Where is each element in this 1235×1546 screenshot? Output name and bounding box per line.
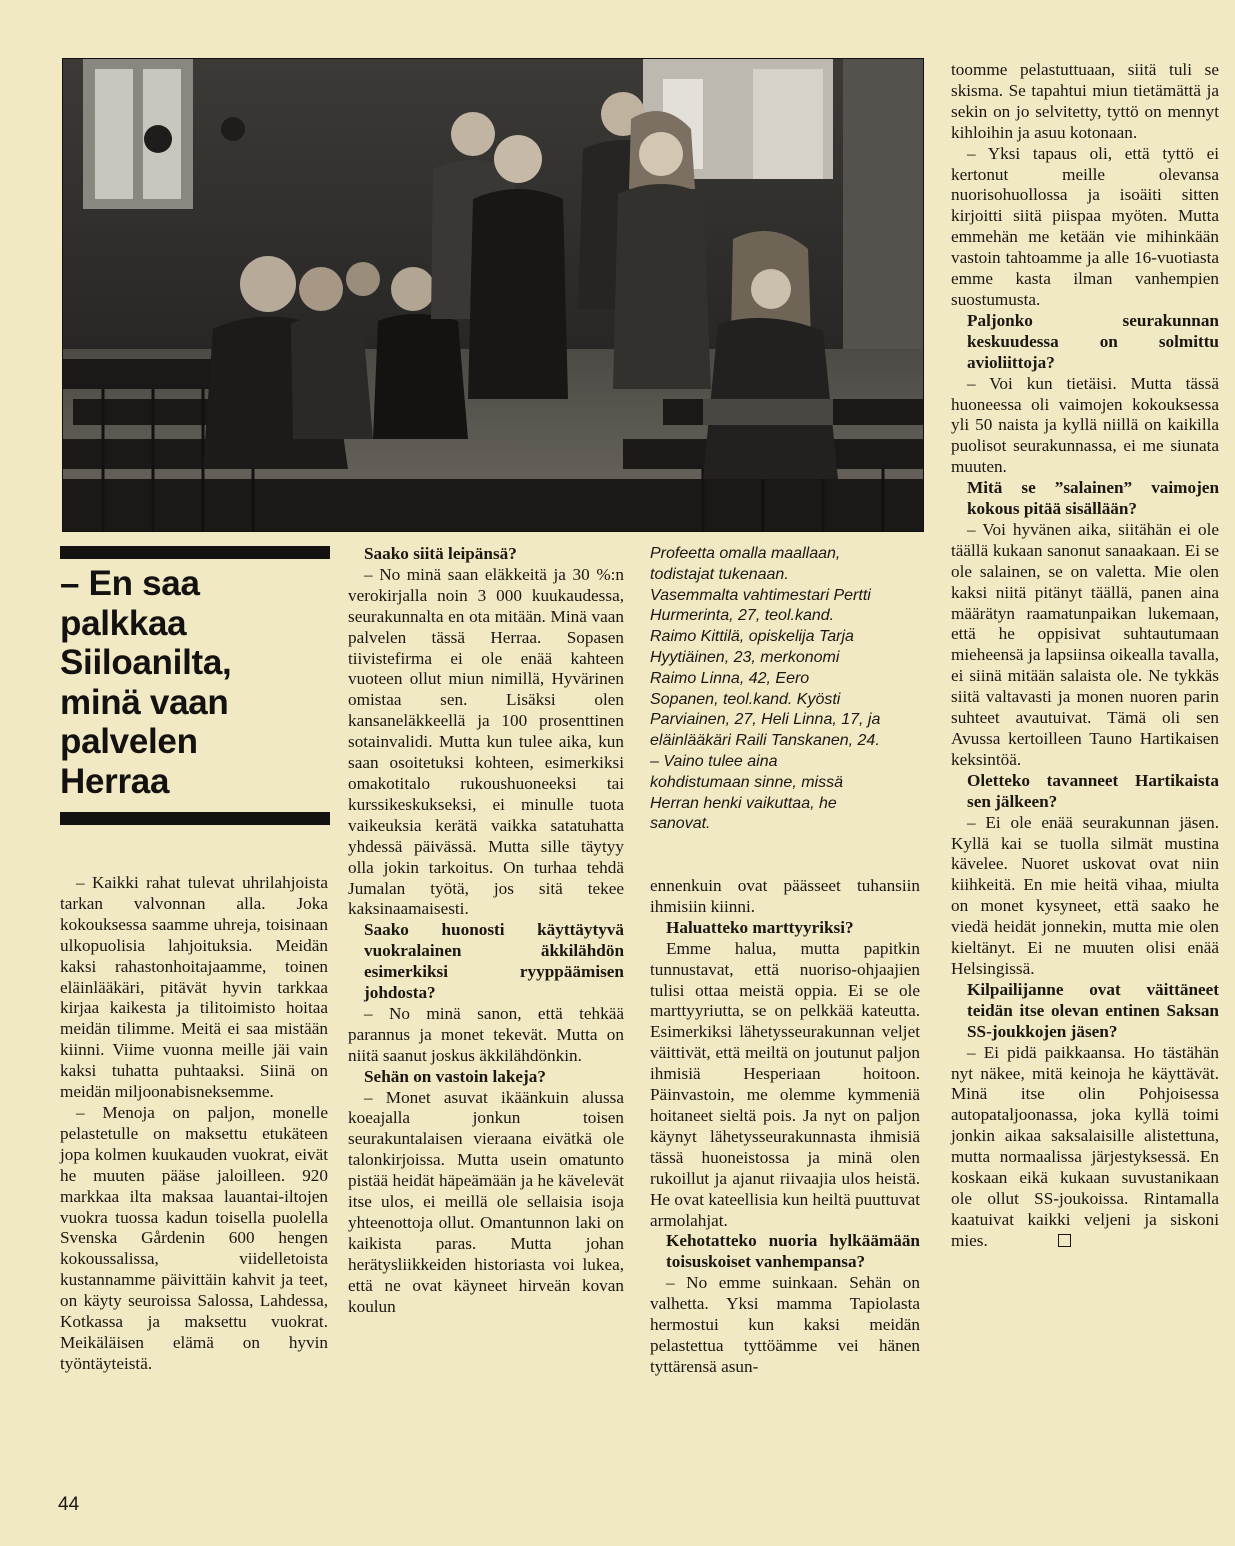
question-heading: Paljonko seurakunnan keskuudessa on solmittu avioliittoja?	[967, 310, 1219, 372]
paragraph: toomme pelastuttuaan, siitä tuli se skisma. Se tapahtui miun tietämättä ja sekin on jo selvitetty, tyttö on mennyt kihloihin ja asuu kotonaan.	[951, 60, 1219, 142]
paragraph: – Voi kun tietäisi. Mutta tässä huoneessa oli vaimojen kokouksessa yli 50 naista ja kyllä niillä on kaikilla puolisot seurakunnassa, ei me siunata muuten.	[951, 373, 1219, 477]
headline-bottom-rule	[60, 812, 330, 825]
paragraph-text: – Ei pidä paikkaansa. Ho tästähän nyt näkee, mitä keinoja he käyttävät. Minä itse olin Pohjoisessa autopataljoonassa, joka kyllä toimi jonkin aikaa saksalaisille alistettuna, mutta normaalissa järjestyksessä. En koskaan eikä kukaan suvustanikaan ole ollut SS-joukoissa. Rintamalla kaatuivat kaikki veljeni ja siskoni mies.	[951, 1042, 1219, 1250]
caption-line: Sopanen, teol.kand. Kyösti	[650, 690, 841, 708]
photo-caption	[650, 544, 920, 835]
group-photo	[62, 58, 924, 532]
article-column-3	[650, 876, 920, 1378]
caption-line: Hyytiäinen, 23, merkonomi	[650, 648, 840, 666]
question-heading: Kehotatteko nuoria hylkäämään toisuskoiset vanhempansa?	[666, 1231, 920, 1272]
caption-line: kohdistumaan sinne, missä	[650, 773, 843, 791]
article-column-1	[60, 873, 328, 1375]
question-heading: Kilpailijanne ovat väittäneet teidän itse olevan entinen Saksan SS-joukkojen jäsen?	[967, 979, 1219, 1041]
caption-line: Profeetta omalla maallaan,	[650, 545, 841, 562]
caption-line: Vasemmalta vahtimestari Pertti	[650, 586, 871, 604]
paragraph: – Menoja on paljon, monelle pelastetulle on maksettu etukäteen jopa kolmen kuukauden vuokrat, eivät he muuten pääse jaloilleen. 920 markkaa ilta maksaa lauantai-iltojen vuokra tuossa kadun toisella puolella Svenska Gårdenin 600 hengen kokoussalissa, viidelletoista kustannamme päivittäin kahvit ja teet, on käyty seuroissa Salossa, Lahdessa, Kotkassa ja maksettu vuokrat. Meikäläisen elämä on hyvin työntäyteistä.	[60, 1102, 328, 1373]
headline	[60, 564, 340, 801]
caption-line: Raimo Linna, 42, Eero	[650, 669, 810, 687]
paragraph	[951, 1043, 1219, 1252]
caption-line: todistajat tukenaan.	[650, 565, 789, 583]
page-number: 44	[58, 1494, 80, 1515]
headline-line: palkkaa	[60, 603, 187, 643]
caption-line: Parviainen, 27, Heli Linna, 17, ja	[650, 711, 881, 729]
question-heading: Oletteko tavanneet Hartikaista sen jälkeen?	[967, 770, 1219, 811]
headline-line: Siiloanilta,	[60, 643, 232, 682]
caption-line: Herran henki vaikuttaa, he	[650, 794, 837, 812]
paragraph: – No minä sanon, että tehkää parannus ja monet tekevät. Mutta on niitä saanut joskus äkkilähdönkin.	[348, 1003, 624, 1065]
question-heading: Mitä se ”salainen” vaimojen kokous pitää sisällään?	[967, 478, 1219, 519]
paragraph: ennenkuin ovat päässeet tuhansiin ihmisiin kiinni.	[650, 876, 920, 916]
caption-line: Raimo Kittilä, opiskelija Tarja	[650, 628, 854, 646]
paragraph: – Yksi tapaus oli, että tyttö ei kertonut meille olevansa nuorisohuollossa ja isoäiti sitten kirjoitti siitä piispaa myöten. Mutta emmehän me ketään vie mihinkään vastoin tahtoamme ja alle 16-vuotiasta emme kasta ilman vanhempien suostumusta.	[951, 143, 1219, 309]
headline-top-rule	[60, 546, 330, 559]
question-heading: Saako huonosti käyttäytyvä vuokralainen äkkilähdön esimerkiksi ryyppäämisen johdosta?	[364, 920, 624, 1003]
caption-line: eläinlääkäri Raili Tanskanen, 24.	[650, 732, 880, 750]
group-photo-illustration	[63, 59, 923, 531]
headline-line: minä vaan	[60, 682, 229, 722]
question-heading: Haluatteko marttyyriksi?	[666, 917, 854, 937]
headline-line: palvelen	[60, 722, 198, 761]
headline-line: – En saa	[60, 564, 200, 603]
question-heading: Saako siitä leipänsä?	[364, 544, 517, 563]
caption-line: Hurmerinta, 27, teol.kand.	[650, 607, 835, 625]
paragraph: – Kaikki rahat tulevat uhrilahjoista tarkan valvonnan alla. Joka kokouksessa saamme uhreja, toisinaan ulkopuolisia lahjoituksia. Meidän kaksi rahastonhoitajaamme, toinen eläinlääkäri, pitävät hyvin tarkkaa kirjaa kaikesta ja tilitoimisto hoitaa meidän tilimme. Meitä ei saa mistään kiinni. Viime vuonna meille jäi vain kaksi tuhatta puhtaaksi. Siinä on meidän miljoonabisneksemme.	[60, 873, 328, 1102]
article-column-4	[951, 60, 1219, 1252]
question-heading: Sehän on vastoin lakeja?	[364, 1066, 546, 1086]
caption-line: sanovat.	[650, 815, 711, 833]
paragraph: Emme halua, mutta papitkin tunnustavat, että nuoriso-ohjaajien tulisi ottaa meistä oppia. Ei se ole marttyyriutta, se on pelkkää kateutta. Esimerkiksi lähetysseurakunnan veljet väittivät, että meiltä on joutunut paljon ihmisiä Hesperiaan hoitoon. Päinvastoin, me olemme kymmeniä hoitaneet sieltä pois. Ja nyt on paljon käynyt lähetysseurakunnasta ihmisiä tässä huoneistossa ja minä olen rukoillut ja ajanut riivaajia ulos heistä. He ovat kateellisia kun heiltä puuttuvat armolahjat.	[650, 938, 920, 1230]
article-column-2	[348, 544, 624, 1318]
paragraph: – Monet asuvat ikäänkuin alussa koeajalla jonkun toisen seurakuntalaisen vieraana eivätkä ole talonkirjoissa. Mutta usein omatunto pistää heidät häpeämään ja he kävelevät itse ulos, ei meillä ole sellaisia isoja yhteenottoja ollut. Omantunnon laki on kaikista paras. Mutta johan herätysliikkeiden historiasta voi lukea, että ne ovat käyneet hirveän kovan koulun	[348, 1087, 624, 1316]
paragraph: – Ei ole enää seurakunnan jäsen. Kyllä kai se tuolla silmät mustina kävelee. Nuoret uskovat ovat niin kiihkeitä. En mie heitä vihaa, miulta on monet kysyneet, että saako he viedä heidät jonnekin, mutta mie olen kieltänyt. Ei ne muuten olisi enää Helsingissä.	[951, 812, 1219, 978]
paragraph: – No emme suinkaan. Sehän on valhetta. Yksi mamma Tapiolasta hermostui kun kaksi meidän pelastettua tyttöämme vei hänen tyttärensä asun-	[650, 1273, 920, 1376]
caption-line: – Vaino tulee aina	[650, 752, 778, 770]
paragraph: – Voi hyvänen aika, siitähän ei ole täällä kukaan sanonut sanaakaan. Ei se ole salainen, se on valetta. Mie olen kaksi niitä pitänyt täällä, panen aina määrätyn raamatunpaikan lukemaan, että he oppisivat suhtautumaan mieheensä ja lapsiinsa oikealla tavalla, ei siinä mitään salaista ole. Ne tykkäs siitä valtavasti ja monen nuoren parin suhteet avautuivat. Tämä oli sen Avussa kertoilleen Tauno Hartikaisen keksintöä.	[951, 519, 1219, 769]
end-mark-icon	[1058, 1234, 1071, 1247]
paragraph: – No minä saan eläkkeitä ja 30 %:n verokirjalla noin 3 000 kuukaudessa, seurakunnalta en ota mitään. Minä vaan palvelen tässä Herraa. Sopasen tiivistefirma ei ole enää kahteen vuoteen ollut miun nimillä, Hyvärinen omistaa sen. Lisäksi olen kansaneläkkeellä ja 100 prosenttinen sotainvalidi. Mutta kun tulee aika, kun saan osoitetuksi kohteen, esimerkiksi omakotitalo rukoushuoneeksi tai kurssikeskukseksi, ei minulle tuota vaikeuksia kerätä vaikka satatuhatta yhdessä päivässä. Mutta sille täytyy olla jokin tarkoitus. On turhaa tehdä Jumalan työtä, jos sitä tekee kaksinaamaisesti.	[348, 564, 624, 919]
headline-line: Herraa	[60, 761, 170, 801]
